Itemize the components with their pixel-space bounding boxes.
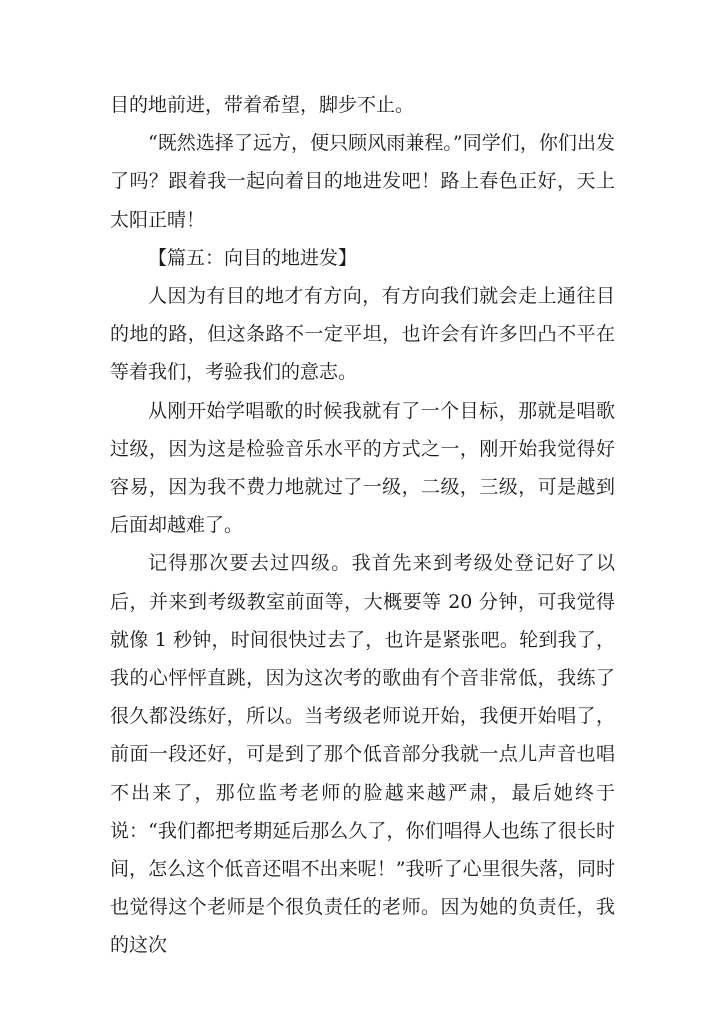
paragraph-quote: “既然选择了远方，便只顾风雨兼程。”同学们，你们出发了吗？跟着我一起向着目的地进发吧！路上春色正好，天上太阳正晴！ (110, 132, 615, 231)
paragraph-intro: 人因为有目的地才有方向，有方向我们就会走上通往目的地的路，但这条路不一定平坦，也许会有许多凹凸不平在等着我们，考验我们的意志。 (110, 285, 615, 384)
paragraph-continuation: 目的地前进，带着希望，脚步不止。 (110, 94, 415, 116)
paragraph-goal: 从刚开始学唱歌的时候我就有了一个目标，那就是唱歌过级，因为这是检验音乐水平的方式之一，刚开始我觉得好容易，因为我不费力地就过了一级，二级，三级，可是越到后面却越难了。 (110, 399, 615, 537)
section-heading: 【篇五：向目的地进发】 (148, 246, 358, 269)
document-body (110, 86, 615, 965)
paragraph-exam-story: 记得那次要去过四级。我首先来到考级处登记好了以后，并来到考级教室前面等，大概要等 20 分钟，可我觉得就像 1 秒钟，时间很快过去了，也许是紧张吧。轮到我了，我的心怦怦直跳，因为这次考的歌曲有个音非常低，我练了很久都没练好，所以。当考级老师说开始，我便开始唱了，前面一段还好，可是到了那个低音部分我就一点儿声音也唱不出来了，那位监考老师的脸越来越严肃，最后她终于说：“我们都把考期延后那么久了，你们唱得人也练了很长时间，怎么这个低音还唱不出来呢！”我听了心里很失落，同时也觉得这个老师是个很负责任的老师。因为她的负责任，我的这次 (110, 552, 615, 957)
